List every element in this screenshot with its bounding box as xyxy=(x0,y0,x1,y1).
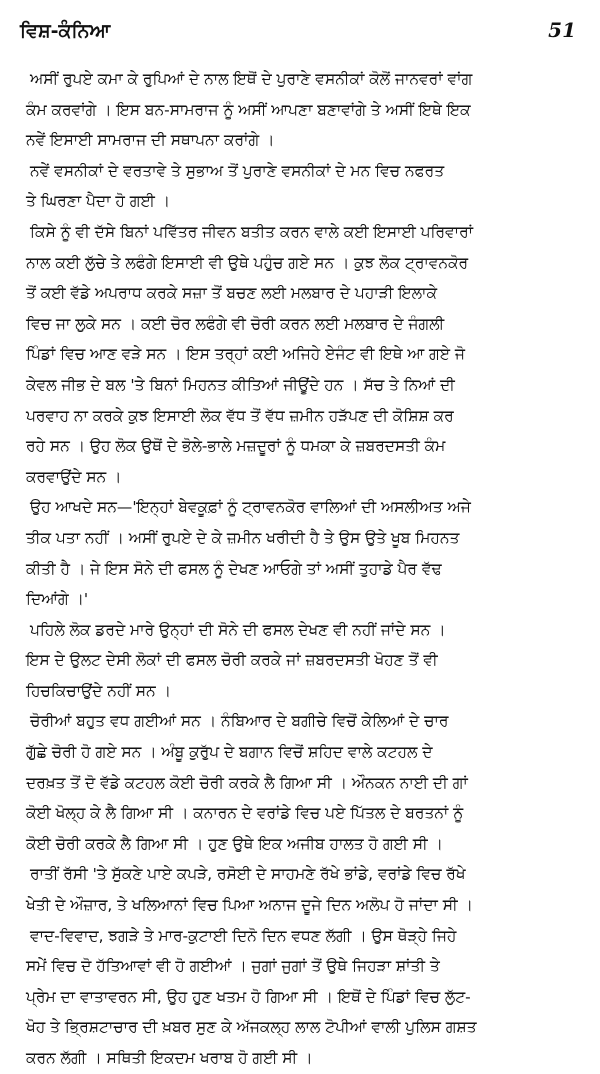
text-line: ਇਸ ਦੇ ਉਲਟ ਦੇਸੀ ਲੋਕਾਂ ਦੀ ਫਸਲ ਚੋਰੀ ਕਰਕੇ ਜਾਂ ਜ਼ਬਰਦਸਤੀ ਖੋਹਣ ਤੋਂ ਵੀ xyxy=(26,651,438,670)
text-line: ਕਰਵਾਉਂਦੇ ਸਨ । xyxy=(26,467,122,486)
text-line: ਵਾਦ-ਵਿਵਾਦ, ਝਗੜੇ ਤੇ ਮਾਰ-ਕੁਟਾਈ ਦਿਨੋ ਦਿਨ ਵਧਣ ਲੱਗੀ । ਉਸ ਥੋੜ੍ਹੇ ਜਿਹੇ xyxy=(30,926,457,945)
text-line: ਸਮੇਂ ਵਿਚ ਦੋ ਹੱਤਿਆਵਾਂ ਵੀ ਹੋ ਗਈਆਂ । ਜੁਗਾਂ ਜੁਗਾਂ ਤੋਂ ਉਥੇ ਜਿਹੜਾ ਸ਼ਾਂਤੀ ਤੇ xyxy=(26,957,440,976)
paragraph xyxy=(26,64,578,156)
text-line: ਰਾਤੀਂ ਰੱਸੀ 'ਤੇ ਸੁੱਕਣੇ ਪਾਏ ਕਪੜੇ, ਰਸੋਈ ਦੇ ਸਾਹਮਣੇ ਰੱਖੇ ਭਾਂਡੇ, ਵਰਾਂਡੇ ਵਿਚ ਰੱਖੇ xyxy=(30,865,466,884)
text-line: ਕੰਮ ਕਰਵਾਂਗੇ । ਇਸ ਬਨ-ਸਾਮਰਾਜ ਨੂੰ ਅਸੀਂ ਆਪਣਾ ਬਣਾਵਾਂਗੇ ਤੇ ਅਸੀਂ ਇਥੇ ਇਕ xyxy=(26,100,471,119)
paragraph xyxy=(26,921,578,1074)
text-line: ਤੇ ਘਿਰਣਾ ਪੈਦਾ ਹੋ ਗਈ । xyxy=(26,192,171,211)
text-line: ਦਰਖ਼ਤ ਤੋਂ ਦੋ ਵੱਡੇ ਕਟਹਲ ਕੋਈ ਚੋਰੀ ਕਰਕੇ ਲੈ ਗਿਆ ਸੀ । ਔਨਕਨ ਨਾਈ ਦੀ ਗਾਂ xyxy=(26,773,468,792)
paragraph xyxy=(26,156,578,217)
paragraph xyxy=(26,859,578,920)
paragraph xyxy=(26,217,578,492)
text-line: ਨਵੇਂ ਇਸਾਈ ਸਾਮਰਾਜ ਦੀ ਸਥਾਪਨਾ ਕਰਾਂਗੇ । xyxy=(26,131,275,150)
text-line: ਪਰਵਾਹ ਨਾ ਕਰਕੇ ਕੁਝ ਇਸਾਈ ਲੋਕ ਵੱਧ ਤੋਂ ਵੱਧ ਜ਼ਮੀਨ ਹੜੱਪਣ ਦੀ ਕੋਸ਼ਿਸ਼ ਕਰ xyxy=(26,406,454,425)
text-line: ਖੇਤੀ ਦੇ ਔਜ਼ਾਰ, ਤੇ ਖਲਿਆਨਾਂ ਵਿਚ ਪਿਆ ਅਨਾਜ ਦੂਜੇ ਦਿਨ ਅਲੋਪ ਹੋ ਜਾਂਦਾ ਸੀ । xyxy=(26,896,473,915)
text-line: ਕਿਸੇ ਨੂੰ ਵੀ ਦੱਸੇ ਬਿਨਾਂ ਪਵਿੱਤਰ ਜੀਵਨ ਬਤੀਤ ਕਰਨ ਵਾਲੇ ਕਈ ਇਸਾਈ ਪਰਿਵਾਰਾਂ xyxy=(30,222,473,241)
text-line: ਤੋਂ ਕਈ ਵੱਡੇ ਅਪਰਾਧ ਕਰਕੇ ਸਜ਼ਾ ਤੋਂ ਬਚਣ ਲਈ ਮਲਬਾਰ ਦੇ ਪਹਾੜੀ ਇਲਾਕੇ xyxy=(26,284,437,303)
text-line: ਰਹੇ ਸਨ । ਉਹ ਲੋਕ ਉਥੋਂ ਦੇ ਭੋਲੇ-ਭਾਲੇ ਮਜ਼ਦੂਰਾਂ ਨੂੰ ਧਮਕਾ ਕੇ ਜ਼ਬਰਦਸਤੀ ਕੰਮ xyxy=(26,437,446,456)
text-line: ਕੋਈ ਖੋਲ੍ਹ ਕੇ ਲੈ ਗਿਆ ਸੀ । ਕਨਾਰਨ ਦੇ ਵਰਾਂਡੇ ਵਿਚ ਪਏ ਪਿੱਤਲ ਦੇ ਬਰਤਨਾਂ ਨੂੰ xyxy=(26,804,464,823)
text-line: ਕੇਵਲ ਜੀਭ ਦੇ ਬਲ 'ਤੇ ਬਿਨਾਂ ਮਿਹਨਤ ਕੀਤਿਆਂ ਜੀਊਂਦੇ ਹਨ । ਸੱਚ ਤੇ ਨਿਆਂ ਦੀ xyxy=(26,375,455,394)
text-line: ਵਿਚ ਜਾ ਲੁਕੇ ਸਨ । ਕਈ ਚੋਰ ਲਫੰਗੇ ਵੀ ਚੋਰੀ ਕਰਨ ਲਈ ਮਲਬਾਰ ਦੇ ਜੰਗਲੀ xyxy=(26,314,445,333)
text-line: ਅਸੀਂ ਰੁਪਏ ਕਮਾ ਕੇ ਰੁਪਿਆਂ ਦੇ ਨਾਲ ਇਥੋਂ ਦੇ ਪੁਰਾਣੇ ਵਸਨੀਕਾਂ ਕੋਲੋਂ ਜਾਨਵਰਾਂ ਵਾਂਗ xyxy=(30,70,473,88)
text-line: ਗੁੱਛੇ ਚੋਰੀ ਹੋ ਗਏ ਸਨ । ਅੰਬੂ ਕੁਰੁੱਪ ਦੇ ਬਗਾਨ ਵਿਚੋਂ ਸ਼ਹਿਦ ਵਾਲੇ ਕਟਹਲ ਦੇ xyxy=(26,743,433,762)
text-line: ਪਹਿਲੇ ਲੋਕ ਡਰਦੇ ਮਾਰੇ ਉਨ੍ਹਾਂ ਦੀ ਸੋਨੇ ਦੀ ਫਸਲ ਦੇਖਣ ਵੀ ਨਹੀਂ ਜਾਂਦੇ ਸਨ । xyxy=(30,620,446,639)
text-line: ਪ੍ਰੇਮ ਦਾ ਵਾਤਾਵਰਨ ਸੀ, ਉਹ ਹੁਣ ਖਤਮ ਹੋ ਗਿਆ ਸੀ । ਇਥੋਂ ਦੇ ਪਿੰਡਾਂ ਵਿਚ ਲੁੱਟ- xyxy=(26,987,471,1006)
text-line: ਦਿਆਂਗੇ ।' xyxy=(26,590,89,609)
text-line: ਕੋਈ ਚੋਰੀ ਕਰਕੇ ਲੈ ਗਿਆ ਸੀ । ਹੁਣ ਉਥੇ ਇਕ ਅਜੀਬ ਹਾਲਤ ਹੋ ਗਈ ਸੀ । xyxy=(26,834,443,853)
text-line: ਨਵੇਂ ਵਸਨੀਕਾਂ ਦੇ ਵਰਤਾਵੇ ਤੇ ਸੁਭਾਅ ਤੋਂ ਪੁਰਾਣੇ ਵਸਨੀਕਾਂ ਦੇ ਮਨ ਵਿਚ ਨਫਰਤ xyxy=(30,161,445,180)
paragraph xyxy=(26,706,578,859)
text-line: ਤੀਕ ਪਤਾ ਨਹੀਂ । ਅਸੀਂ ਰੁਪਏ ਦੇ ਕੇ ਜ਼ਮੀਨ ਖਰੀਦੀ ਹੈ ਤੇ ਉਸ ਉਤੇ ਖੂਬ ਮਿਹਨਤ xyxy=(26,528,460,547)
text-line: ਕਰਨ ਲੱਗੀ । ਸਥਿਤੀ ਇਕਦਮ ਖਰਾਬ ਹੋ ਗਈ ਸੀ । xyxy=(26,1049,313,1067)
text-line: ਪਿੰਡਾਂ ਵਿਚ ਆਣ ਵੜੇ ਸਨ । ਇਸ ਤਰ੍ਹਾਂ ਕਈ ਅਜਿਹੇ ਏਜੰਟ ਵੀ ਇਥੇ ਆ ਗਏ ਜੋ xyxy=(26,345,465,364)
text-line: ਹਿਚਕਿਚਾਉਂਦੇ ਨਹੀਂ ਸਨ । xyxy=(26,681,171,700)
text-line: ਚੋਰੀਆਂ ਬਹੁਤ ਵਧ ਗਈਆਂ ਸਨ । ਨੰਬਿਆਰ ਦੇ ਬਗੀਚੇ ਵਿਚੋਂ ਕੇਲਿਆਂ ਦੇ ਚਾਰ xyxy=(30,712,449,731)
running-title: ਵਿਸ਼-ਕੰਨਿਆ xyxy=(20,20,111,42)
text-line: ਕੀਤੀ ਹੈ । ਜੇ ਇਸ ਸੋਨੇ ਦੀ ਫਸਲ ਨੂੰ ਦੇਖਣ ਆਓਗੇ ਤਾਂ ਅਸੀਂ ਤੁਹਾਡੇ ਪੈਰ ਵੱਢ xyxy=(26,559,442,578)
page-number: 51 xyxy=(548,18,576,42)
paragraph xyxy=(26,492,578,614)
text-line: ਉਹ ਆਖਦੇ ਸਨ—'ਇਨ੍ਹਾਂ ਬੇਵਕੂਫ਼ਾਂ ਨੂੰ ਟ੍ਰਾਵਨਕੋਰ ਵਾਲਿਆਂ ਦੀ ਅਸਲੀਅਤ ਅਜੇ xyxy=(30,498,471,517)
text-line: ਖੋਹ ਤੇ ਭ੍ਰਿਸ਼ਟਾਚਾਰ ਦੀ ਖ਼ਬਰ ਸੁਣ ਕੇ ਅੱਜਕਲ੍ਹ ਲਾਲ ਟੋਪੀਆਂ ਵਾਲੀ ਪੁਲਿਸ ਗਸ਼ਤ xyxy=(26,1018,477,1037)
text-line: ਨਾਲ ਕਈ ਲੁੱਚੇ ਤੇ ਲਫੰਗੇ ਇਸਾਈ ਵੀ ਉਥੇ ਪਹੁੰਚ ਗਏ ਸਨ । ਕੁਝ ਲੋਕ ਟ੍ਰਾਵਨਕੋਰ xyxy=(26,253,469,272)
paragraph xyxy=(26,615,578,707)
body-text xyxy=(26,64,578,1074)
page-header xyxy=(18,16,582,48)
